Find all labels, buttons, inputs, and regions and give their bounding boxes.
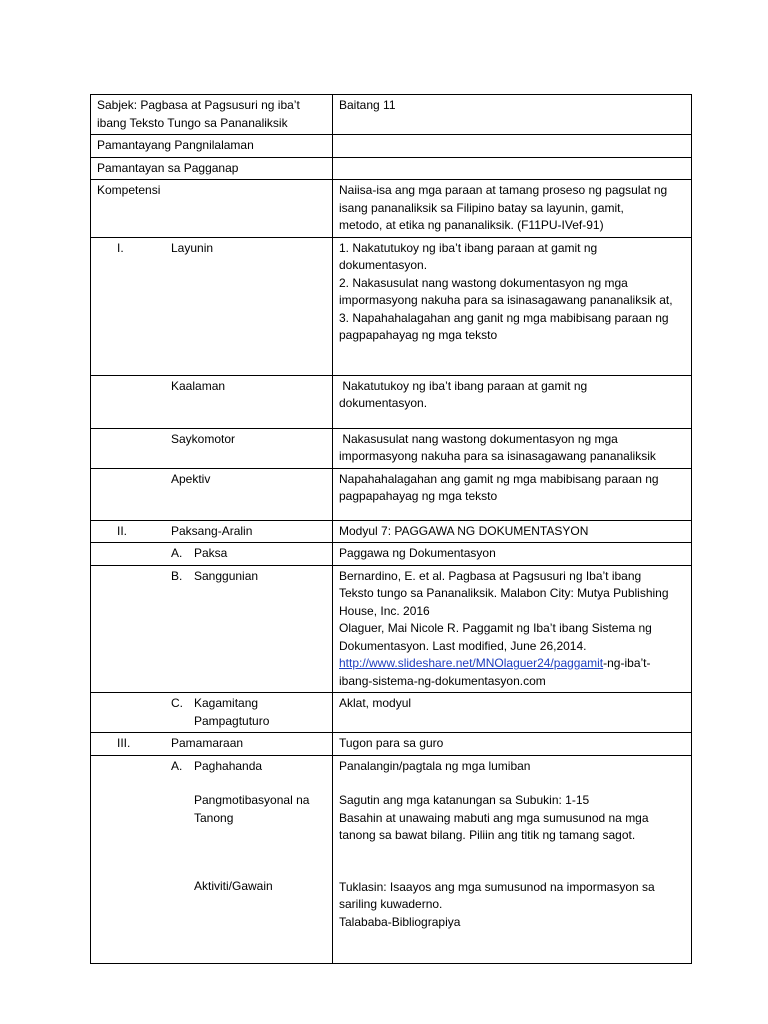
table-row <box>91 520 692 543</box>
subject-line-2: ibang Teksto Tungo sa Pananaliksik <box>97 115 288 130</box>
knowledge-line: Nakatutukoy ng iba’t ibang paraan at gamit ng <box>339 378 588 393</box>
topic-label-cell <box>91 543 333 566</box>
reference-line: House, Inc. 2016 <box>339 603 430 618</box>
psychomotor-line: impormasyong nakuha para sa isinasagawang pananaliksik <box>339 449 656 463</box>
table-row <box>91 565 692 693</box>
table-row <box>91 543 692 566</box>
subject-matter-number: II. <box>117 523 128 538</box>
subject-matter-label: Paksang-Aralin <box>171 523 253 538</box>
motivation-line: Basahin at unawaing mabuti ang mga sumusunod na mga <box>339 810 649 825</box>
reference-link-line <box>339 655 685 673</box>
affective-label: Apektiv <box>171 471 211 486</box>
performance-standard-label: Pamantayan sa Pagganap <box>91 157 333 180</box>
knowledge-line: dokumentasyon. <box>339 396 428 410</box>
competency-label: Kompetensi <box>91 180 333 238</box>
subject-line-1: Sabjek: Pagbasa at Pagsusuri ng iba’t <box>97 98 300 112</box>
reference-line: Bernardino, E. et al. Pagbasa at Pagsusuri ng Iba’t ibang <box>339 568 642 583</box>
competency-line: metodo, at etika ng pananaliksik. (F11PU-IVef-91) <box>339 218 604 232</box>
materials-row <box>97 695 326 730</box>
objective-line: dokumentasyon. <box>339 258 428 272</box>
competency-line: Naiisa-isa ang mga paraan at tamang proseso ng pagsulat ng <box>339 183 668 197</box>
objectives-value <box>333 237 692 375</box>
objective-line: 2. Nakasusulat nang wastong dokumentasyon ng mga <box>339 275 628 290</box>
objective-line: impormasyong nakuha para sa isinasagawang pananaliksik at, <box>339 293 673 307</box>
activity-label: Aktiviti/Gawain <box>194 879 273 893</box>
grade-cell <box>333 95 692 135</box>
reference-line: Olaguer, Mai Nicole R. Paggamit ng Iba’t ibang Sistema ng <box>339 621 652 635</box>
reference-line: Dokumentasyon. Last modified, June 26,2014. <box>339 638 587 653</box>
knowledge-label-cell <box>91 375 333 428</box>
objectives-label-cell <box>91 237 333 375</box>
reference-label: Sanggunian <box>194 568 259 583</box>
materials-label-line: Kagamitang <box>194 696 259 710</box>
table-row <box>91 135 692 158</box>
topic-value: Paggawa ng Dokumentasyon <box>333 543 692 566</box>
materials-label-cell <box>91 693 333 733</box>
materials-letter: C. <box>171 696 183 710</box>
objective-line: 3. Napahahalagahan ang ganit ng mga mabibisang paraan ng <box>339 310 669 325</box>
content-standard-value <box>333 135 692 158</box>
procedure-label: Pamamaraan <box>171 736 244 750</box>
reference-value <box>333 565 692 693</box>
topic-letter: A. <box>171 546 183 560</box>
competency-line: isang pananaliksik sa Filipino batay sa layunin, gamit, <box>339 200 624 215</box>
materials-label <box>194 695 269 730</box>
affective-line: Napahahalagahan ang gamit ng mga mabibisang paraan ng <box>339 471 659 486</box>
affective-line: pagpapahayag ng mga teksto <box>339 489 498 503</box>
content-standard-label: Pamantayang Pangnilalaman <box>91 135 333 158</box>
table-row <box>91 375 692 428</box>
preparation-label: Paghahanda <box>194 758 263 773</box>
reference-link[interactable]: http://www.slideshare.net/MNOlaguer24/paggamit <box>339 656 604 670</box>
preparation-value <box>333 755 692 963</box>
materials-value: Aklat, modyul <box>333 693 692 733</box>
motivation-line: tanong sa bawat bilang. Piliin ang titik ng tamang sagot. <box>339 828 636 842</box>
motivation-label-line: Pangmotibasyonal na <box>194 793 310 807</box>
objective-line: 1. Nakatutukoy ng iba’t ibang paraan at gamit ng <box>339 240 598 255</box>
motivation-line: Sagutin ang mga katanungan sa Subukin: 1-15 <box>339 793 590 807</box>
preparation-line: Panalangin/pagtala ng mga lumiban <box>339 758 531 773</box>
reference-label-cell <box>91 565 333 693</box>
table-row <box>91 180 692 238</box>
preparation-label-cell <box>91 755 333 963</box>
activity-line: sariling kuwaderno. <box>339 897 443 911</box>
procedure-label-cell <box>91 733 333 756</box>
knowledge-value <box>333 375 692 428</box>
module-title: Modyul 7: PAGGAWA NG DOKUMENTASYON <box>333 520 692 543</box>
procedure-value: Tugon para sa guro <box>333 733 692 756</box>
topic-label: Paksa <box>194 546 228 560</box>
reference-line: Teksto tungo sa Pananaliksik. Malabon City: Mutya Publishing <box>339 586 669 600</box>
subject-matter-label-cell <box>91 520 333 543</box>
psychomotor-value <box>333 428 692 468</box>
objectives-number: I. <box>117 240 124 255</box>
psychomotor-line: Nakasusulat nang wastong dokumentasyon ng mga <box>339 431 618 446</box>
procedure-number: III. <box>117 736 131 750</box>
materials-label-line: Pampagtuturo <box>194 713 270 728</box>
subject-cell <box>91 95 333 135</box>
grade-value: Baitang 11 <box>339 98 396 112</box>
reference-line: ibang-sistema-ng-dokumentasyon.com <box>339 673 546 688</box>
competency-value <box>333 180 692 238</box>
table-row <box>91 733 692 756</box>
reference-link-tail: -ng-iba’t- <box>603 656 651 670</box>
table-row <box>91 468 692 520</box>
knowledge-label: Kaalaman <box>171 378 226 393</box>
psychomotor-label: Saykomotor <box>171 431 236 446</box>
performance-standard-value <box>333 157 692 180</box>
activity-line: Tuklasin: Isaayos ang mga sumusunod na impormasyon sa <box>339 879 655 894</box>
objectives-label: Layunin <box>171 240 214 255</box>
table-row <box>91 428 692 468</box>
affective-value <box>333 468 692 520</box>
table-row <box>91 237 692 375</box>
lesson-plan-table <box>90 94 692 964</box>
table-row <box>91 157 692 180</box>
table-row <box>91 693 692 733</box>
affective-label-cell <box>91 468 333 520</box>
activity-line: Talababa-Bibliograpiya <box>339 914 461 929</box>
preparation-letter: A. <box>171 758 183 773</box>
psychomotor-label-cell <box>91 428 333 468</box>
objective-line: pagpapahayag ng mga teksto <box>339 328 498 342</box>
motivation-label-line: Tanong <box>194 810 234 825</box>
table-row <box>91 755 692 963</box>
reference-letter: B. <box>171 568 183 583</box>
table-row <box>91 95 692 135</box>
